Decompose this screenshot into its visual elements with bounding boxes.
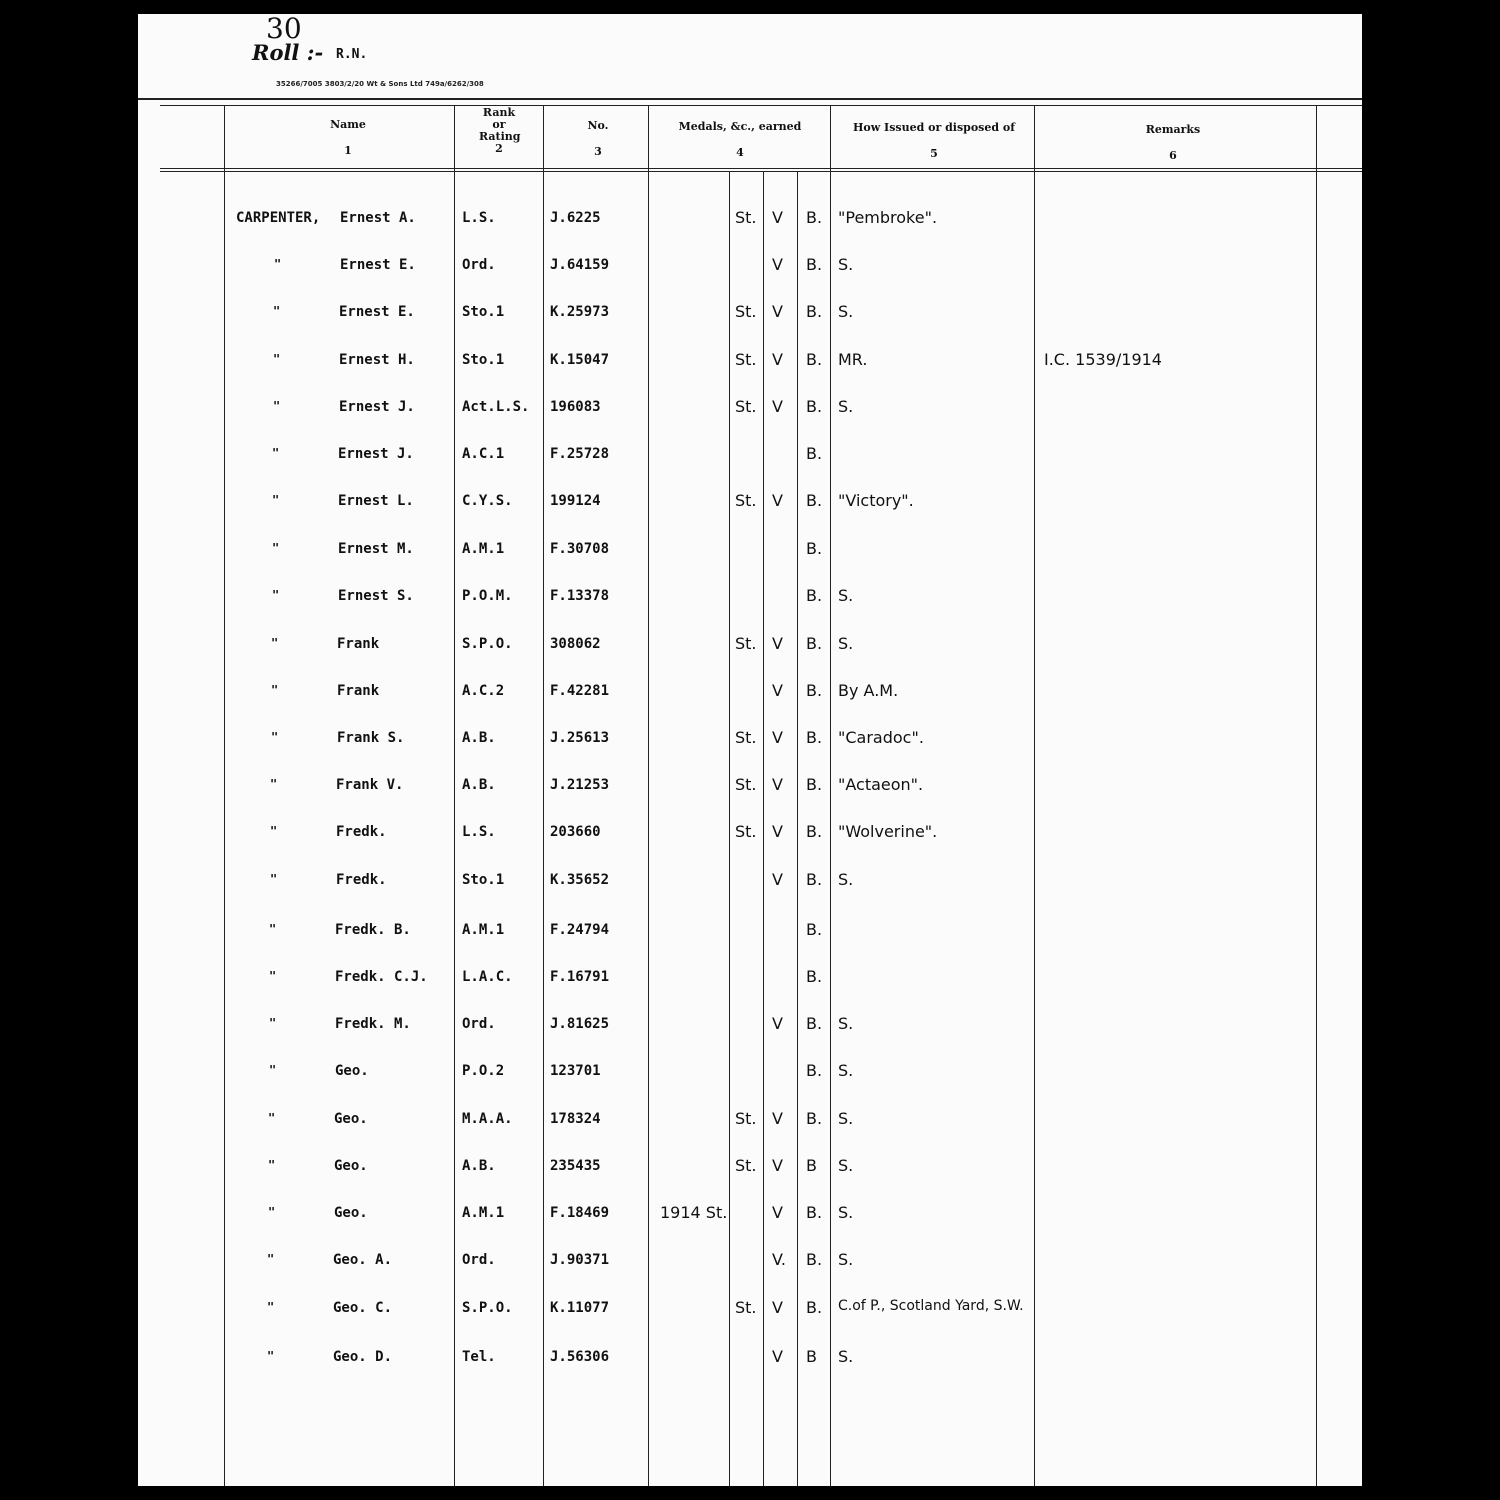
surname: ": [269, 922, 277, 936]
medal-victory: V: [772, 1109, 783, 1128]
table-row: [138, 1203, 1362, 1243]
service-number: F.18469: [550, 1205, 610, 1221]
medal-victory: V: [772, 822, 783, 841]
surname: ": [273, 304, 281, 318]
col-header-medals: Medals, &c., earned 4: [678, 120, 802, 159]
given-name: Ernest M.: [338, 541, 414, 557]
rank: A.M.1: [462, 541, 505, 557]
given-name: Fredk. B.: [335, 922, 411, 938]
medal-british: B.: [806, 728, 823, 747]
surname: ": [269, 1063, 277, 1077]
service-number: F.16791: [550, 969, 610, 985]
rank: A.B.: [462, 730, 496, 746]
service-number: F.13378: [550, 588, 610, 604]
rank: A.C.2: [462, 683, 505, 699]
medal-british: B.: [806, 681, 823, 700]
given-name: Fredk.: [336, 824, 387, 840]
surname: ": [267, 1300, 275, 1314]
service-number: K.35652: [550, 872, 610, 888]
service-number: J.81625: [550, 1016, 610, 1032]
col-header-name: Name 1: [330, 118, 366, 157]
medal-victory: V: [772, 681, 783, 700]
rank: Ord.: [462, 257, 496, 273]
rank: A.B.: [462, 777, 496, 793]
medal-star: St.: [735, 350, 757, 369]
given-name: Frank S.: [337, 730, 405, 746]
service-number: J.25613: [550, 730, 610, 746]
table-row: [138, 681, 1362, 721]
table-row: [138, 444, 1362, 484]
given-name: Frank: [337, 683, 380, 699]
table-row: [138, 302, 1362, 342]
rank: Ord.: [462, 1252, 496, 1268]
table-row: [138, 350, 1362, 390]
table-row: [138, 397, 1362, 437]
medal-british: B.: [806, 822, 823, 841]
surname: ": [272, 588, 280, 602]
medal-british: B.: [806, 920, 823, 939]
surname: ": [271, 683, 279, 697]
service-number: K.11077: [550, 1300, 610, 1316]
col-header-remarks: Remarks 6: [1145, 123, 1201, 162]
issued-disposal: S.: [838, 1109, 854, 1128]
medal-star: St.: [735, 822, 757, 841]
service-number: J.64159: [550, 257, 610, 273]
surname: ": [267, 1252, 275, 1266]
surname: ": [274, 257, 282, 271]
rank: C.Y.S.: [462, 493, 513, 509]
medal-british: B.: [806, 775, 823, 794]
service-number: 123701: [550, 1063, 601, 1079]
medal-star: St.: [735, 1298, 757, 1317]
given-name: Ernest A.: [340, 210, 416, 226]
remarks: I.C. 1539/1914: [1044, 350, 1162, 369]
rank: Sto.1: [462, 872, 505, 888]
given-name: Geo.: [334, 1111, 368, 1127]
issued-disposal: "Actaeon".: [838, 775, 924, 794]
rank: Tel.: [462, 1349, 496, 1365]
rank: S.P.O.: [462, 1300, 513, 1316]
given-name: Geo.: [334, 1205, 368, 1221]
given-name: Ernest S.: [338, 588, 414, 604]
medal-victory: V: [772, 1298, 783, 1317]
service-number: 203660: [550, 824, 601, 840]
table-row: [138, 1061, 1362, 1101]
medal-british: B.: [806, 350, 823, 369]
medal-star: St.: [735, 1109, 757, 1128]
surname: ": [270, 777, 278, 791]
table-row: [138, 491, 1362, 531]
surname: ": [273, 352, 281, 366]
issued-disposal: MR.: [838, 350, 868, 369]
table-row: [138, 728, 1362, 768]
surname: ": [267, 1349, 275, 1363]
issued-disposal: S.: [838, 302, 854, 321]
rank: A.M.1: [462, 1205, 505, 1221]
medal-victory: V: [772, 397, 783, 416]
table-row: [138, 1109, 1362, 1149]
medal-star: St.: [735, 491, 757, 510]
table-row: [138, 1298, 1362, 1338]
medal-star: St.: [735, 302, 757, 321]
medal-british: B.: [806, 444, 823, 463]
given-name: Ernest J.: [339, 399, 415, 415]
col-header-number: No. 3: [587, 119, 609, 158]
service-number: J.21253: [550, 777, 610, 793]
table-row: [138, 870, 1362, 910]
medal-british: B.: [806, 1061, 823, 1080]
surname: ": [271, 730, 279, 744]
rank: P.O.M.: [462, 588, 513, 604]
given-name: Fredk. M.: [335, 1016, 411, 1032]
given-name: Ernest E.: [339, 304, 415, 320]
medal-british: B.: [806, 634, 823, 653]
issued-disposal: S.: [838, 634, 854, 653]
rank: A.B.: [462, 1158, 496, 1174]
service-number: 235435: [550, 1158, 601, 1174]
medal-victory: V: [772, 255, 783, 274]
given-name: Frank: [337, 636, 380, 652]
medal-victory: V: [772, 208, 783, 227]
medal-victory: V: [772, 1347, 783, 1366]
rank: P.O.2: [462, 1063, 505, 1079]
surname: ": [269, 1016, 277, 1030]
rank: L.S.: [462, 824, 496, 840]
table-row: [138, 255, 1362, 295]
table-row: [138, 208, 1362, 248]
table-row: [138, 967, 1362, 1007]
given-name: Frank V.: [336, 777, 404, 793]
issued-disposal: S.: [838, 1156, 854, 1175]
medal-victory: V: [772, 870, 783, 889]
service-number: F.24794: [550, 922, 610, 938]
medal-british: B.: [806, 255, 823, 274]
surname: ": [269, 969, 277, 983]
issued-disposal: S.: [838, 1203, 854, 1222]
medal-british: B.: [806, 1250, 823, 1269]
service-number: 196083: [550, 399, 601, 415]
issued-disposal: S.: [838, 255, 854, 274]
issued-disposal: C.of P., Scotland Yard, S.W.: [838, 1298, 1024, 1314]
medal-victory: V: [772, 350, 783, 369]
service-number: F.30708: [550, 541, 610, 557]
medal-british: B.: [806, 870, 823, 889]
medal-star: St.: [735, 775, 757, 794]
issued-disposal: S.: [838, 870, 854, 889]
service-number: J.90371: [550, 1252, 610, 1268]
issued-disposal: By A.M.: [838, 681, 899, 700]
surname: ": [268, 1111, 276, 1125]
medal-british: B: [806, 1156, 817, 1175]
medal-british: B.: [806, 491, 823, 510]
surname: ": [272, 446, 280, 460]
service-number: 199124: [550, 493, 601, 509]
issued-disposal: S.: [838, 1347, 854, 1366]
medal-british: B.: [806, 539, 823, 558]
medal-british: B.: [806, 967, 823, 986]
given-name: Geo. D.: [333, 1349, 393, 1365]
medal-1914-star: 1914 St.: [660, 1203, 728, 1222]
service-number: K.25973: [550, 304, 610, 320]
medal-victory: V.: [772, 1250, 786, 1269]
print-code: 35266/7005 3803/2/20 Wt & Sons Ltd 749a/6262/308: [276, 80, 484, 88]
medal-british: B.: [806, 586, 823, 605]
medal-victory: V: [772, 1203, 783, 1222]
medal-british: B.: [806, 1203, 823, 1222]
surname: ": [270, 824, 278, 838]
given-name: Ernest L.: [338, 493, 414, 509]
roll-value: R.N.: [336, 47, 368, 62]
given-name: Geo. A.: [333, 1252, 393, 1268]
medal-star: St.: [735, 397, 757, 416]
issued-disposal: S.: [838, 1250, 854, 1269]
medal-victory: V: [772, 1156, 783, 1175]
medal-british: B.: [806, 1109, 823, 1128]
document-page: [138, 14, 1362, 1486]
rank: S.P.O.: [462, 636, 513, 652]
surname: ": [271, 636, 279, 650]
surname: ": [268, 1205, 276, 1219]
surname: ": [272, 541, 280, 555]
header-rule-b: [160, 168, 1362, 169]
service-number: J.56306: [550, 1349, 610, 1365]
surname: ": [268, 1158, 276, 1172]
surname: CARPENTER,: [236, 210, 321, 226]
surname: ": [270, 872, 278, 886]
rank: Act.L.S.: [462, 399, 530, 415]
table-row: [138, 1250, 1362, 1290]
medal-british: B: [806, 1347, 817, 1366]
medal-star: St.: [735, 1156, 757, 1175]
table-row: [138, 586, 1362, 626]
header-top-rule: [138, 98, 1362, 100]
issued-disposal: "Caradoc".: [838, 728, 924, 747]
rank: A.C.1: [462, 446, 505, 462]
issued-disposal: S.: [838, 397, 854, 416]
rank: L.A.C.: [462, 969, 513, 985]
medal-victory: V: [772, 775, 783, 794]
table-row: [138, 822, 1362, 862]
service-number: F.25728: [550, 446, 610, 462]
surname: ": [273, 399, 281, 413]
table-row: [138, 1347, 1362, 1387]
given-name: Geo.: [335, 1063, 369, 1079]
medal-victory: V: [772, 1014, 783, 1033]
roll-label: Roll :-: [252, 40, 324, 65]
given-name: Fredk. C.J.: [335, 969, 428, 985]
given-name: Fredk.: [336, 872, 387, 888]
medal-british: B.: [806, 1298, 823, 1317]
given-name: Geo.: [334, 1158, 368, 1174]
medal-victory: V: [772, 728, 783, 747]
medal-star: St.: [735, 728, 757, 747]
issued-disposal: S.: [838, 1014, 854, 1033]
given-name: Ernest E.: [340, 257, 416, 273]
medal-victory: V: [772, 491, 783, 510]
given-name: Ernest J.: [338, 446, 414, 462]
given-name: Geo. C.: [333, 1300, 393, 1316]
rank: Ord.: [462, 1016, 496, 1032]
rank: A.M.1: [462, 922, 505, 938]
rank: Sto.1: [462, 352, 505, 368]
rank: M.A.A.: [462, 1111, 513, 1127]
issued-disposal: "Pembroke".: [838, 208, 938, 227]
issued-disposal: "Wolverine".: [838, 822, 938, 841]
service-number: J.6225: [550, 210, 601, 226]
issued-disposal: S.: [838, 1061, 854, 1080]
header-rule-a: [160, 105, 1362, 106]
service-number: 178324: [550, 1111, 601, 1127]
issued-disposal: S.: [838, 586, 854, 605]
service-number: 308062: [550, 636, 601, 652]
medal-british: B.: [806, 302, 823, 321]
medal-star: St.: [735, 634, 757, 653]
service-number: F.42281: [550, 683, 610, 699]
rank: Sto.1: [462, 304, 505, 320]
medal-star: St.: [735, 208, 757, 227]
page-number: 30: [266, 14, 302, 45]
given-name: Ernest H.: [339, 352, 415, 368]
table-row: [138, 1014, 1362, 1054]
col-header-issued: How Issued or disposed of 5: [853, 121, 1015, 160]
table-row: [138, 920, 1362, 960]
medal-british: B.: [806, 397, 823, 416]
medal-british: B.: [806, 208, 823, 227]
header-rule-c: [160, 171, 1362, 172]
table-row: [138, 775, 1362, 815]
medal-victory: V: [772, 302, 783, 321]
table-row: [138, 1156, 1362, 1196]
issued-disposal: "Victory".: [838, 491, 914, 510]
medal-british: B.: [806, 1014, 823, 1033]
table-row: [138, 539, 1362, 579]
service-number: K.15047: [550, 352, 610, 368]
surname: ": [272, 493, 280, 507]
medal-victory: V: [772, 634, 783, 653]
col-header-rank: Rank or Rating 2: [479, 106, 521, 155]
table-row: [138, 634, 1362, 674]
rank: L.S.: [462, 210, 496, 226]
